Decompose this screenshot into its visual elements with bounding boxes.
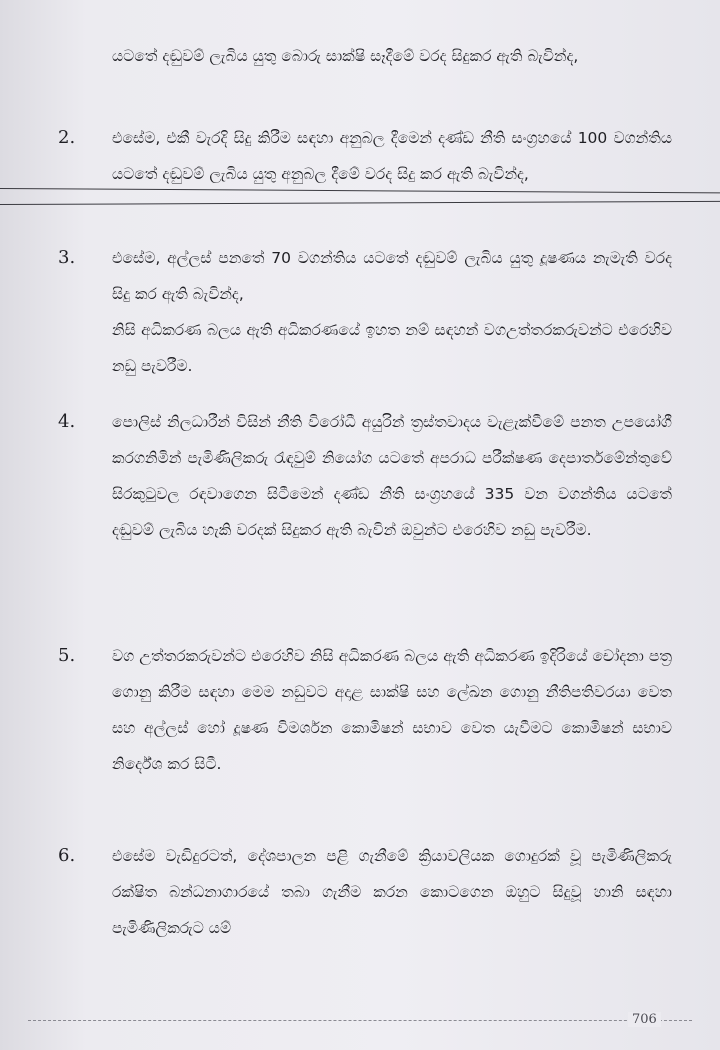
numbered-item-3 <box>58 240 672 384</box>
numbered-item-2 <box>58 120 672 192</box>
item-text <box>112 240 672 384</box>
numbered-item-4 <box>58 404 672 548</box>
footer-divider <box>28 1020 692 1021</box>
item-number: 5. <box>58 645 76 666</box>
item-number: 2. <box>58 127 76 148</box>
item-text <box>112 638 672 782</box>
item-text <box>112 120 672 192</box>
item-paragraph: එසේම වැඩිදුරටත්, දේශපාලන පළි ගැනීමේ ක්‍රියාවලියක ගොදුරක් වූ පැමිණිලිකරු රක්ෂිත බන්ධනාගාරයේ තබා ගැනීම කරන කොටගෙන ඔහුට සිදුවූ හානි සඳහා පැමිණිලිකරුට යම් <box>112 847 672 937</box>
item-text <box>112 404 672 548</box>
numbered-item-6 <box>58 838 672 946</box>
page-number: 706 <box>628 1012 661 1027</box>
item-paragraph: එසේම, එකී වැරදි සිදු කිරීම සඳහා අනුබල දීමෙන් දණ්ඩ නීති සංග්‍රහයේ 100 වගන්තිය යටතේ දඬුවම් ලැබිය යුතු අනුබල දීමේ වරද සිදු කර ඇති බැවින්ද, <box>112 129 672 183</box>
item-number: 6. <box>58 845 76 866</box>
item-text <box>112 838 672 946</box>
struck-line <box>0 201 720 205</box>
intro-paragraph: යටතේ දඬුවම් ලැබිය යුතු බොරු සාක්ෂි සෑදීමේ වරද සිදුකර ඇති බැවින්ද, <box>112 47 579 65</box>
item-number: 3. <box>58 247 76 268</box>
numbered-item-5 <box>58 638 672 782</box>
item-paragraph: නිසි අධිකරණ බලය ඇති අධිකරණයේ ඉහත නම් සඳහන් වගඋත්තරකරුවන්ට එරෙහිව නඩු පැවරීම. <box>112 321 672 375</box>
item-paragraph: වග උත්තරකරුවන්ට එරෙහිව නිසි අධිකරණ බලය ඇති අධිකරණ ඉදිරියේ චෝදනා පත්‍ර ගොනු කිරීම සඳහා මෙම නඩුවට අදාළ සාක්ෂි සහ ලේඛන ගොනු නීතිපතිවරයා වෙත සහ අල්ලස් හෝ දූෂණ විමර්ශන කොමිෂන් සභාව වෙත යැවීමට කොමිෂන් සභාව නිර්දේශ කර සිටී. <box>112 647 672 773</box>
item-number: 4. <box>58 411 76 432</box>
item-paragraph: පොලිස් නිලධාරීන් විසින් නීති විරෝධී අයුරින් ත්‍රස්තවාදය වැළැක්වීමේ පනත උපයෝගී කරගනිමින් පැමිණිලිකරු රැඳවුම් නියෝග යටතේ අපරාධ පරීක්ෂණ දෙපාර්තමේන්තුවේ සිරකුටුවල රඳවාගෙන සිටීමෙන් දණ්ඩ නීති සංග්‍රහයේ 335 වන වගන්තිය යටතේ දඬුවම් ලැබිය හැකි වරදක් සිදුකර ඇති බැවින් ඔවුන්ට එරෙහිව නඩු පැවරීම. <box>112 413 672 539</box>
item-paragraph: එසේම, අල්ලස් පනතේ 70 වගන්තිය යටතේ දඬුවම් ලැබිය යුතු දූෂණය නැමැති වරද සිදු කර ඇති බැවින්ද, <box>112 249 672 303</box>
